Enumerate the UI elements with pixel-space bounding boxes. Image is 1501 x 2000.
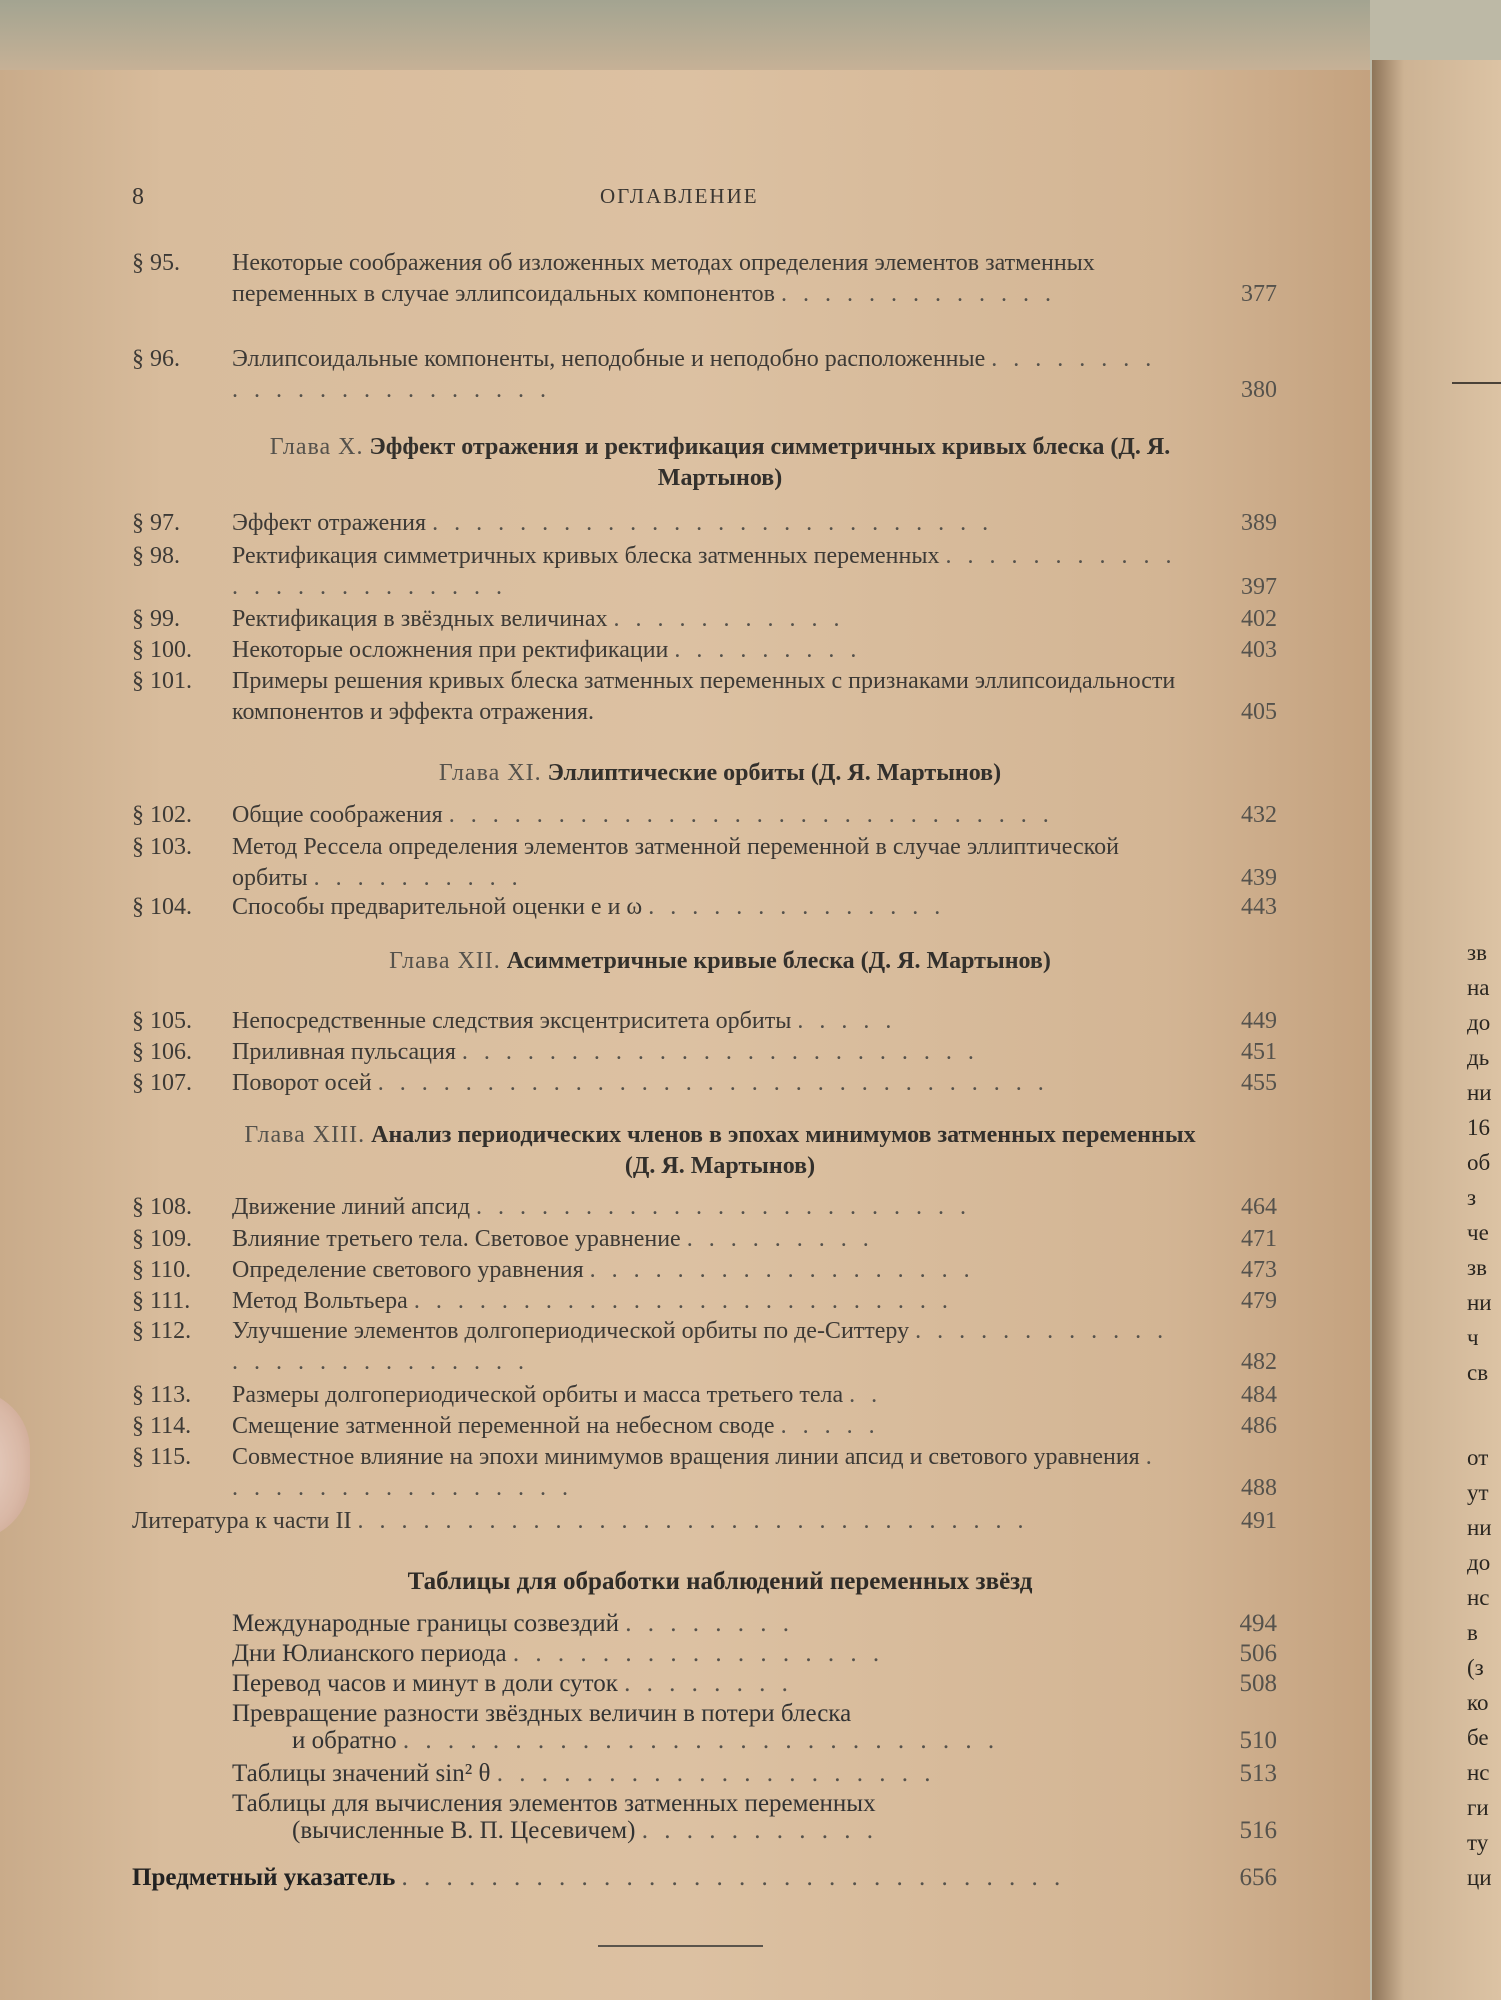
section-number: § 109. — [132, 1226, 192, 1252]
page-ref: 397 — [1241, 574, 1277, 600]
entry-title: Ректификация симметричных кривых блеска затменных переменных — [232, 543, 940, 569]
adjacent-page-fragment: ч — [1467, 1325, 1479, 1350]
page-ref: 464 — [1241, 1194, 1277, 1220]
toc-entry: § 107. Поворот осей . . . . . . . . . . . . . . . . . . . . . . . . . . . . . . . 455 — [132, 1068, 1277, 1099]
section-number: § 95. — [132, 250, 180, 276]
adjacent-page-fragment: ни — [1467, 1290, 1492, 1315]
page-ref: 455 — [1241, 1070, 1277, 1096]
adjacent-page-fragment: ут — [1467, 1480, 1489, 1505]
entry-title: Приливная пульсация — [232, 1039, 456, 1065]
page-ref: 451 — [1241, 1039, 1277, 1065]
adjacent-page-fragment: ци — [1467, 1865, 1492, 1890]
table-title: Перевод часов и минут в доли суток — [232, 1670, 618, 1697]
entry-title: Совместное влияние на эпохи минимумов вращения линии апсид и светового уравнения — [232, 1444, 1140, 1470]
adjacent-page-fragment: св — [1467, 1360, 1489, 1385]
adjacent-page-fragment: ни — [1467, 1080, 1492, 1105]
section-number: § 98. — [132, 543, 180, 569]
table-entry: Перевод часов и минут в доли суток . . . . . . . . 508 — [232, 1670, 1277, 1697]
adjacent-page-fragment: зв — [1467, 940, 1487, 965]
entry-title: Движение линий апсид — [232, 1194, 471, 1220]
page-ref: 403 — [1241, 637, 1277, 663]
toc-entry — [132, 666, 1277, 728]
page-ref: 449 — [1241, 1008, 1277, 1034]
section-number: § 115. — [132, 1444, 192, 1470]
tables-heading: Таблицы для обработки наблюдений переменных звёзд — [407, 1568, 1033, 1595]
adjacent-page-fragment: на — [1467, 975, 1490, 1000]
chapter-label: Глава XIII. — [244, 1122, 366, 1148]
adjacent-page-fragment: до — [1467, 1550, 1491, 1575]
page-ref: 439 — [1241, 865, 1277, 891]
table-entry: Дни Юлианского периода . . . . . . . . . . . . . . . . . 506 — [232, 1640, 1277, 1667]
page-ref: 486 — [1241, 1413, 1277, 1439]
adjacent-page-fragment: бе — [1467, 1725, 1489, 1750]
entry-title: Эллипсоидальные компоненты, неподобные и неподобно расположенные — [232, 346, 986, 372]
page-ref: 491 — [1241, 1508, 1277, 1534]
toc-entry: § 115. Совместное влияние на эпохи минимумов вращения линии апсид и светового уравнения . . . . . . . . . . . . . . . . . 488 — [132, 1442, 1277, 1504]
table-entry: Международные границы созвездий . . . . . . . . 494 — [232, 1610, 1277, 1637]
entry-title: Некоторые осложнения при ректификации — [232, 637, 669, 663]
toc-entry: § 110. Определение светового уравнения . . . . . . . . . . . . . . . . . . 473 — [132, 1255, 1277, 1286]
section-number: § 110. — [132, 1257, 192, 1283]
entry-title: Некоторые соображения об изложенных методах определения элементов затменных переменных в случае эллипсоидальных компонентов — [232, 250, 1095, 307]
page-top-shade — [0, 0, 1370, 70]
section-number: § 113. — [132, 1382, 192, 1408]
toc-entry: § 95. Некоторые соображения об изложенных методах определения элементов затменных переменных в случае эллипсоидальных компонентов . . . . . . . . . . . . . 377 — [132, 248, 1277, 310]
section-number: § 108. — [132, 1194, 192, 1220]
bottom-rule — [598, 1945, 763, 1947]
table-title: Дни Юлианского периода — [232, 1640, 507, 1667]
entry-title: Размеры долгопериодической орбиты и масса третьего тела — [232, 1382, 844, 1408]
section-number: § 102. — [132, 802, 192, 828]
table-title: Таблицы значений sin² θ — [232, 1760, 491, 1787]
adjacent-page-fragment: з — [1467, 1185, 1477, 1210]
page-ref: 473 — [1241, 1257, 1277, 1283]
section-number: § 103. — [132, 834, 192, 860]
toc-entry: § 114. Смещение затменной переменной на небесном своде . . . . . 486 — [132, 1411, 1277, 1442]
adjacent-page-fragment: в — [1467, 1620, 1478, 1645]
toc-entry: § 109. Влияние третьего тела. Световое уравнение . . . . . . . . . 471 — [132, 1224, 1277, 1255]
section-number: § 106. — [132, 1039, 192, 1065]
subject-index-title: Предметный указатель — [132, 1864, 396, 1891]
chapter-label: Глава XI. — [438, 760, 542, 786]
section-number: § 100. — [132, 637, 192, 663]
entry-title: Непосредственные следствия эксцентриситета орбиты — [232, 1008, 792, 1034]
entry-title: Общие соображения — [232, 802, 443, 828]
page-ref: 494 — [1239, 1610, 1277, 1637]
page-ref: 488 — [1241, 1475, 1277, 1501]
toc-entry: § 105. Непосредственные следствия эксцентриситета орбиты . . . . . 449 — [132, 1006, 1277, 1037]
entry-title: Влияние третьего тела. Световое уравнение — [232, 1226, 681, 1252]
section-number: § 99. — [132, 606, 180, 632]
chapter-heading — [230, 432, 1210, 494]
adjacent-page-fragment: зв — [1467, 1255, 1487, 1280]
adjacent-page-fragment: дь — [1467, 1045, 1490, 1070]
adjacent-page-fragment: (з — [1467, 1655, 1484, 1680]
entry-title: Эффект отражения — [232, 510, 427, 536]
chapter-heading — [230, 946, 1210, 977]
table-title-continued: и обратно — [292, 1727, 397, 1754]
adjacent-page-fragment: нс — [1467, 1760, 1490, 1785]
thumb — [0, 1390, 30, 1540]
toc-entry: § 102. Общие соображения . . . . . . . . . . . . . . . . . . . . . . . . . . . . 432 — [132, 800, 1277, 831]
section-number: § 105. — [132, 1008, 192, 1034]
section-number: § 112. — [132, 1318, 192, 1344]
page-ref: 506 — [1239, 1640, 1277, 1667]
chapter-heading — [230, 758, 1210, 789]
table-title: Международные границы созвездий — [232, 1610, 619, 1637]
table-title: Таблицы для вычисления элементов затменных переменных — [232, 1790, 876, 1817]
page-ref: 443 — [1241, 894, 1277, 920]
subject-index-entry: Предметный указатель . . . . . . . . . . . . . . . . . . . . . . . . . . . . . . 656 — [132, 1864, 1277, 1891]
table-entry: Таблицы значений sin² θ . . . . . . . . . . . . . . . . . . . . 513 — [232, 1760, 1277, 1787]
page-ref: 516 — [1239, 1817, 1277, 1844]
page-ref: 508 — [1239, 1670, 1277, 1697]
table-title-continued: (вычисленные В. П. Цесевичем) — [292, 1817, 636, 1844]
running-title: ОГЛАВЛЕНИЕ — [600, 184, 759, 208]
page-ref: 471 — [1241, 1226, 1277, 1252]
chapter-title: Асимметричные кривые блеска (Д. Я. Мартынов) — [506, 948, 1051, 974]
section-number: § 107. — [132, 1070, 192, 1096]
adjacent-page-rule — [1452, 382, 1501, 384]
entry-title: Улучшение элементов долгопериодической орбиты по де-Ситтеру — [232, 1318, 910, 1344]
chapter-label: Глава X. — [269, 434, 364, 460]
toc-entry: § 112. Улучшение элементов долгопериодической орбиты по де-Ситтеру . . . . . . . . . . . . . . . . . . . . . . . . . . 482 — [132, 1316, 1277, 1378]
page-ref: 513 — [1239, 1760, 1277, 1787]
page-ref: 656 — [1239, 1864, 1277, 1891]
page-number: 8 — [132, 184, 144, 210]
chapter-label: Глава XII. — [389, 948, 501, 974]
section-number: § 111. — [132, 1288, 191, 1314]
section-number: § 104. — [132, 894, 192, 920]
entry-title: Смещение затменной переменной на небесном своде — [232, 1413, 775, 1439]
adjacent-page-fragment: 16 — [1467, 1115, 1490, 1140]
toc-entry: § 108. Движение линий апсид . . . . . . . . . . . . . . . . . . . . . . . 464 — [132, 1192, 1277, 1223]
toc-entry: § 100. Некоторые осложнения при ректификации . . . . . . . . . 403 — [132, 635, 1277, 666]
toc-entry: § 99. Ректификация в звёздных величинах . . . . . . . . . . . 402 — [132, 604, 1277, 635]
page-ref: 377 — [1241, 281, 1277, 307]
page-ref: 482 — [1241, 1349, 1277, 1375]
toc-entry: § 98. Ректификация симметричных кривых блеска затменных переменных . . . . . . . . . . . . . . . . . . . . . . . . 397 — [132, 541, 1277, 603]
page-ref: 380 — [1241, 377, 1277, 403]
adjacent-page-fragment: нс — [1467, 1585, 1490, 1610]
literature-title: Литература к части II — [132, 1508, 352, 1534]
toc-entry: § 106. Приливная пульсация . . . . . . . . . . . . . . . . . . . . . . . . 451 — [132, 1037, 1277, 1068]
section-number: § 114. — [132, 1413, 192, 1439]
entry-title: Примеры решения кривых блеска затменных переменных с признаками эллипсоидальности компонентов и эффекта отражения. — [232, 668, 1176, 725]
toc-entry: § 113. Размеры долгопериодической орбиты и масса третьего тела . . 484 — [132, 1380, 1277, 1411]
entry-title: Определение светового уравнения — [232, 1257, 584, 1283]
toc-entry: § 96. Эллипсоидальные компоненты, неподобные и неподобно расположенные . . . . . . . . . . . . . . . . . . . . . . . 380 — [132, 344, 1277, 406]
toc-entry: § 111. Метод Вольтьера . . . . . . . . . . . . . . . . . . . . . . . . . 479 — [132, 1286, 1277, 1317]
adjacent-page-fragment: об — [1467, 1150, 1491, 1175]
page-ref: 432 — [1241, 802, 1277, 828]
chapter-title: Анализ периодических членов в эпохах минимумов затменных переменных (Д. Я. Мартынов) — [371, 1122, 1196, 1179]
chapter-heading — [230, 1120, 1210, 1182]
adjacent-page-fragment: от — [1467, 1445, 1489, 1470]
entry-title: Метод Рессела определения элементов затменной переменной в случае эллиптической орбиты — [232, 834, 1119, 891]
toc-entry: § 104. Способы предварительной оценки e и ω . . . . . . . . . . . . . . 443 — [132, 892, 1277, 923]
page-ref: 389 — [1241, 510, 1277, 536]
chapter-title: Эллиптические орбиты (Д. Я. Мартынов) — [547, 760, 1002, 786]
adjacent-page-fragment: че — [1467, 1220, 1489, 1245]
section-number: § 96. — [132, 346, 180, 372]
adjacent-page-fragment: ги — [1467, 1795, 1489, 1820]
entry-title: Метод Вольтьера — [232, 1288, 408, 1314]
page-ref: 510 — [1239, 1727, 1277, 1754]
entry-title: Ректификация в звёздных величинах — [232, 606, 608, 632]
toc-entry: § 97. Эффект отражения . . . . . . . . . . . . . . . . . . . . . . . . . . 389 — [132, 508, 1277, 539]
adjacent-page — [1372, 60, 1501, 2000]
page-ref: 484 — [1241, 1382, 1277, 1408]
adjacent-page-fragment: до — [1467, 1010, 1491, 1035]
adjacent-page-fragment: ко — [1467, 1690, 1489, 1715]
chapter-title: Эффект отражения и ректификация симметричных кривых блеска (Д. Я. Мартынов) — [369, 434, 1171, 491]
entry-title: Способы предварительной оценки e и ω — [232, 894, 643, 920]
table-title: Превращение разности звёздных величин в потери блеска — [232, 1700, 852, 1727]
adjacent-page-fragment: ни — [1467, 1515, 1492, 1540]
section-number: § 101. — [132, 668, 192, 694]
page-ref: 405 — [1241, 699, 1277, 725]
table-entry: Превращение разности звёздных величин в потери блеска и обратно . . . . . . . . . . . . . . . . . . . . . . . . . . . 510 — [232, 1700, 1277, 1754]
page-ref: 479 — [1241, 1288, 1277, 1314]
toc-entry: § 103. Метод Рессела определения элементов затменной переменной в случае эллиптической орбиты . . . . . . . . . . 439 — [132, 832, 1277, 894]
table-entry: Таблицы для вычисления элементов затменных переменных (вычисленные В. П. Цесевичем) . . . . . . . . . . . 516 — [232, 1790, 1277, 1844]
section-number: § 97. — [132, 510, 180, 536]
literature-entry: Литература к части II . . . . . . . . . . . . . . . . . . . . . . . . . . . . . . . 491 — [132, 1508, 1277, 1534]
entry-title: Поворот осей — [232, 1070, 372, 1096]
adjacent-page-fragment: ту — [1467, 1830, 1489, 1855]
page-ref: 402 — [1241, 606, 1277, 632]
